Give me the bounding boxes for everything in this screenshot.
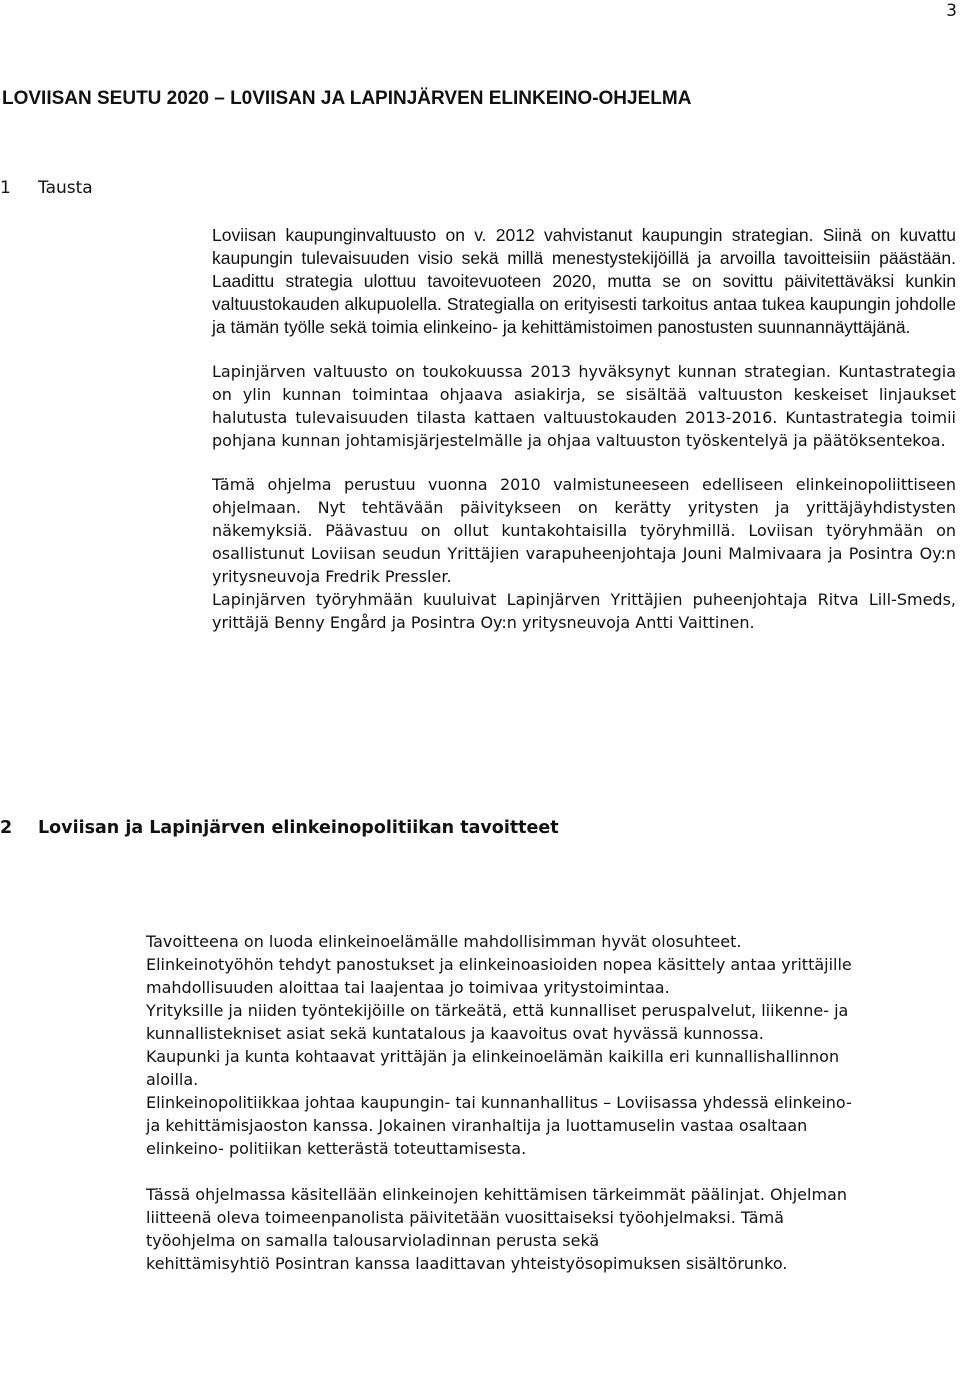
- section-heading-tausta: [0, 178, 93, 198]
- section-title: Loviisan ja Lapinjärven elinkeinopolitiikan tavoitteet: [38, 818, 559, 838]
- paragraph-basic-services: Yrityksille ja niiden työntekijöille on tärkeätä, että kunnalliset peruspalvelut, liikenne- ja kunnallistekniset asiat sekä kuntatalous ja kaavoitus ovat hyvässä kunnossa.: [146, 1001, 849, 1043]
- paragraph-investments: Elinkeinotyöhön tehdyt panostukset ja elinkeinoasioiden nopea käsittely antaa yrittäjille mahdollisuuden aloittaa tai laajentaa jo toimivaa yritystoimintaa.: [146, 955, 852, 997]
- section-heading-tavoitteet: [0, 818, 559, 838]
- section-body-tavoitteet: [146, 930, 866, 1275]
- paragraph-leadership: Elinkeinopolitiikkaa johtaa kaupungin- tai kunnanhallitus – Loviisassa yhdessä elinkeino- ja kehittämisjaoston kanssa. Jokainen viranhaltija ja luottamuselin vastaa osaltaan elinkeino- politiikan ketterästä toteuttamisesta.: [146, 1093, 852, 1158]
- section-number: 2: [0, 818, 13, 838]
- page-number: 3: [946, 1, 957, 21]
- paragraph-lapinjarvi-strategy: Lapinjärven valtuusto on toukokuussa 2013 hyväksynyt kunnan strategian. Kuntastrategia on ylin kunnan toimintaa ohjaava asiakirja, se sisältää valtuuston keskeiset linjaukset halutusta tulevaisuuden tilasta kattaen valtuustokauden 2013-2016. Kuntastrategia toimii pohjana kunnan johtamisjärjestelmälle ja ohjaa valtuuston työskentelyä ja päätöksentekoa.: [212, 362, 956, 450]
- paragraph-loviisa-strategy: Loviisan kaupunginvaltuusto on v. 2012 vahvistanut kaupungin strategian. Siinä on kuvattu kaupungin tulevaisuuden visio sekä millä menestystekijöillä ja arvoilla tavoitteisiin päästään. Laadittu strategia ulottuu tavoitevuoteen 2020, mutta se on sovittu päivitettäväksi kunkin valtuustokauden alkupuolella. Strategialla on erityisesti tarkoitus antaa tukea kaupungin johdolle ja tämän työlle sekä toimia elinkeino- ja kehittämistoimen panostusten suunnannäyttäjänä.: [212, 225, 956, 337]
- section-number: 1: [0, 178, 11, 198]
- section-body-tausta: [212, 224, 956, 634]
- paragraph-program-basis: Tämä ohjelma perustuu vuonna 2010 valmistuneeseen edelliseen elinkeinopoliittiseen ohjelmaan. Nyt tehtävään päivitykseen on kerätty yritysten ja yrittäjäyhdistysten näkemyksiä. Päävastuu on ollut kuntakohtaisilla työryhmillä. Loviisan työryhmään on osallistunut Loviisan seudun Yrittäjien varapuheenjohtaja Jouni Malmivaara ja Posintra Oy:n yritysneuvoja Fredrik Pressler.: [212, 475, 956, 586]
- paragraph-lapinjarvi-workgroup: Lapinjärven työryhmään kuuluivat Lapinjärven Yrittäjien puheenjohtaja Ritva Lill-Smeds, yrittäjä Benny Engård ja Posintra Oy:n yritysneuvoja Antti Vaittinen.: [212, 590, 956, 632]
- paragraph-administration: Kaupunki ja kunta kohtaavat yrittäjän ja elinkeinoelämän kaikilla eri kunnallishallinnon aloilla.: [146, 1047, 840, 1089]
- paragraph-goal: Tavoitteena on luoda elinkeinoelämälle mahdollisimman hyvät olosuhteet.: [146, 932, 742, 951]
- document-title: LOVIISAN SEUTU 2020 – L0VIISAN JA LAPINJÄRVEN ELINKEINO-OHJELMA: [2, 88, 692, 109]
- section-title: Tausta: [38, 178, 93, 198]
- paragraph-program-content: Tässä ohjelmassa käsitellään elinkeinojen kehittämisen tärkeimmät päälinjat. Ohjelman liitteenä oleva toimeenpanolista päivitetään vuosittaiseksi työohjelmaksi. Tämä työohjelma on samalla talousarvioladinnan perusta sekä: [146, 1185, 847, 1250]
- paragraph-cooperation: kehittämisyhtiö Posintran kanssa laadittavan yhteistyösopimuksen sisältörunko.: [146, 1254, 788, 1273]
